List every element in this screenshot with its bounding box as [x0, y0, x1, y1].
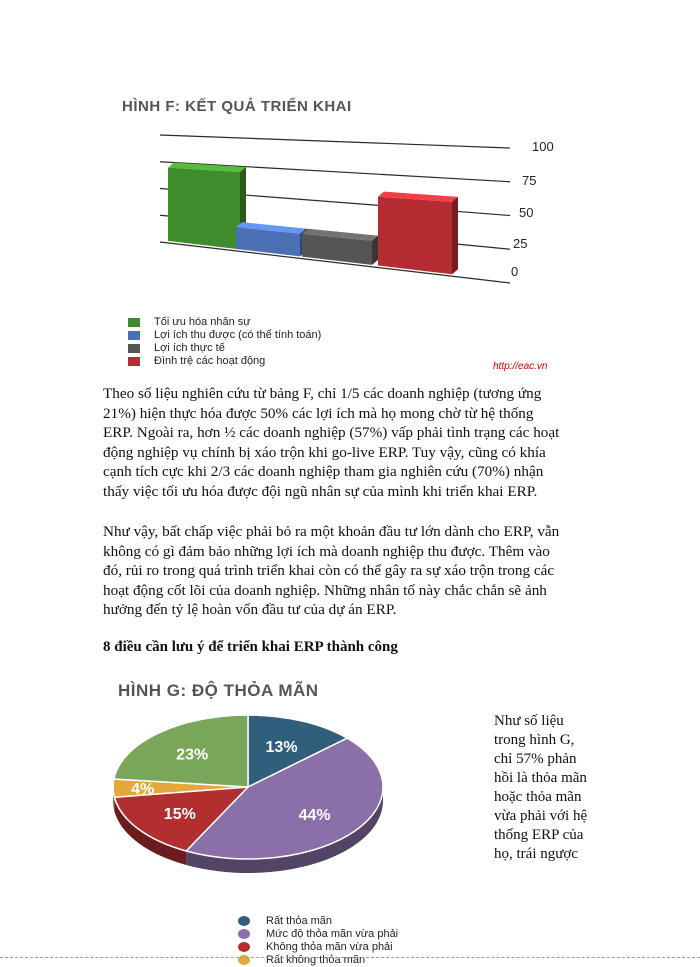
bar-4	[378, 197, 452, 275]
text-line: chỉ 57% phản	[494, 751, 577, 767]
text-line: đó, rủi ro trong quá trình triển khai còn có thể gây ra sự xáo trộn trong các	[103, 562, 555, 579]
y-tick-label: 75	[522, 173, 537, 188]
bar-side-3	[372, 236, 378, 265]
legend-swatch	[128, 357, 140, 366]
pie-chart-g	[108, 705, 438, 910]
legend-item	[238, 928, 398, 940]
text-line: thấy việc tối ưu hóa được đội ngũ nhân sự của mình khi triển khai ERP.	[103, 482, 538, 500]
legend-swatch	[238, 942, 250, 952]
legend-item	[128, 355, 321, 367]
bar-1	[168, 168, 240, 250]
legend-label: Rất thỏa mãn	[266, 915, 333, 927]
paragraph-2	[103, 522, 593, 620]
legend-item	[238, 915, 398, 927]
legend-item	[128, 342, 321, 354]
text-line: động nghiệp vụ chính bị xáo trộn khi go-live ERP. Tuy vậy, cũng có khía	[103, 443, 546, 461]
page-divider	[0, 957, 700, 958]
legend-swatch	[238, 916, 250, 926]
legend-item	[238, 954, 398, 966]
legend-swatch	[128, 318, 140, 327]
legend-g	[238, 915, 398, 967]
legend-f	[128, 316, 321, 368]
pie-value-label: 4%	[131, 780, 155, 798]
legend-label: Mức độ thỏa mãn vừa phải	[266, 928, 399, 940]
figure-f-title: HÌNH F: KẾT QUẢ TRIỂN KHAI	[122, 98, 352, 115]
legend-label: Rất không thỏa mãn	[266, 954, 366, 966]
legend-label: Không thỏa mãn vừa phải	[266, 941, 393, 953]
bar-chart-f	[150, 130, 580, 310]
source-link[interactable]: http://eac.vn	[493, 361, 548, 372]
text-line: trong hình G,	[494, 732, 575, 748]
text-line: 21%) hiện thực hóa được 50% các lợi ích mà họ mong chờ từ hệ thống	[103, 404, 534, 422]
legend-swatch	[128, 344, 140, 353]
text-line: Như vậy, bất chấp việc phải bỏ ra một khoản đầu tư lớn dành cho ERP, vẫn	[103, 523, 560, 540]
grid-line	[160, 135, 510, 148]
text-line: thống ERP của	[494, 827, 584, 843]
legend-item	[128, 329, 321, 341]
legend-swatch	[238, 929, 250, 939]
section-heading: 8 điều cần lưu ý để triển khai ERP thành công	[103, 639, 398, 655]
legend-label: Lợi ích thực tế	[154, 342, 225, 354]
pie-value-label: 15%	[163, 805, 196, 823]
text-line: hoạt động cốt lõi của doanh nghiệp. Những nhân tố này chắc chắn sẽ ảnh	[103, 581, 547, 599]
text-line: hồi là thỏa mãn	[494, 770, 587, 786]
y-tick-label: 0	[511, 264, 519, 279]
chart-bars	[168, 163, 458, 275]
legend-swatch	[128, 331, 140, 340]
text-line: Theo số liệu nghiên cứu từ bảng F, chỉ 1/5 các doanh nghiệp (tương ứng	[103, 385, 542, 402]
legend-label: Tối ưu hóa nhân sự	[154, 316, 251, 328]
bar-side-4	[452, 197, 458, 274]
legend-label: Đình trệ các hoạt động	[154, 355, 266, 367]
y-tick-label: 50	[519, 205, 534, 220]
y-tick-label: 25	[513, 236, 528, 251]
text-line: Như số liệu	[494, 713, 564, 729]
legend-label: Lợi ích thu được (có thể tính toán)	[154, 329, 322, 341]
side-note	[494, 712, 604, 864]
y-tick-label: 100	[532, 139, 554, 154]
text-line: không có gì đảm bảo những lợi ích mà doanh nghiệp thu được. Thêm vào	[103, 542, 550, 560]
text-line: ERP. Ngoài ra, hơn ½ các doanh nghiệp (57%) vấp phải tình trạng các hoạt	[103, 424, 560, 441]
text-line: hưởng đến tỷ lệ hoàn vốn đầu tư của dự án ERP.	[103, 601, 397, 618]
text-line: họ, trái ngược	[494, 846, 578, 862]
pie-value-label: 44%	[298, 807, 331, 825]
figure-g-title: HÌNH G: ĐỘ THỎA MÃN	[118, 681, 319, 700]
text-line: cạnh tích cực khi 2/3 các doanh nghiệp tham gia nghiên cứu (70%) nhận	[103, 463, 544, 480]
legend-item	[238, 941, 398, 953]
text-line: vừa phải với hệ	[494, 808, 588, 824]
pie-value-label: 13%	[265, 739, 298, 757]
pie-value-label: 23%	[176, 746, 209, 764]
text-line: hoặc thỏa mãn	[494, 789, 582, 805]
legend-item	[128, 316, 321, 328]
paragraph-1	[103, 384, 593, 501]
